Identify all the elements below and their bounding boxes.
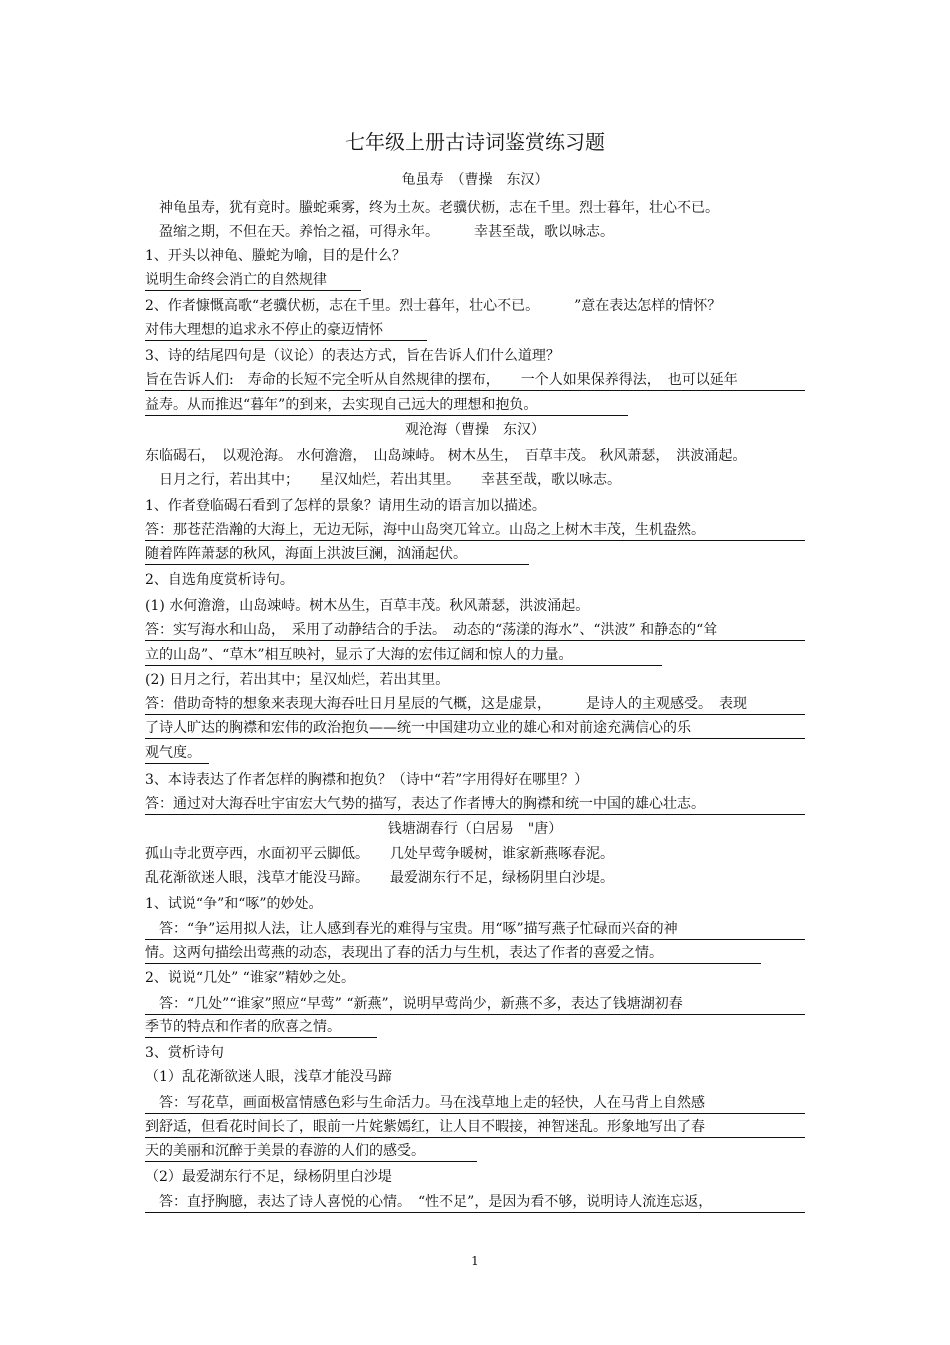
answer-line: 答：“几处”“谁家”照应“早莺” “新燕”，说明早莺尚少，新燕不多，表达了钱塘湖初春 <box>145 994 805 1015</box>
answer-line: 答：那苍茫浩瀚的大海上，无边无际，海中山岛突兀耸立。山岛之上树木丰茂，生机盎然。 <box>145 520 805 541</box>
poem-title-qiantanghu: 钱塘湖春行（白居易 "唐） <box>387 821 563 837</box>
sub-question: (1) 水何澹澹，山岛竦峙。树木丛生，百草丰茂。秋风萧瑟，洪波涌起。 <box>145 598 590 614</box>
answer-line: 情。这两句描绘出莺燕的动态，表现出了春的活力与生机，表达了作者的喜爱之情。 <box>145 943 761 964</box>
answer-line: 立的山岛”、“草木”相互映衬，显示了大海的宏伟辽阔和惊人的力量。 <box>145 645 662 666</box>
poem-line: 日月之行，若出其中； 星汉灿烂，若出其里。 幸甚至哉，歌以咏志。 <box>145 472 621 488</box>
answer-line: 对伟大理想的追求永不停止的豪迈情怀 <box>145 320 427 341</box>
sub-question: （1）乱花渐欲迷人眼，浅草才能没马蹄 <box>145 1069 392 1085</box>
question: 3、本诗表达了作者怎样的胸襟和抱负？（诗中“若”字用得好在哪里？） <box>145 772 589 788</box>
answer-line: 旨在告诉人们: 寿命的长短不完全听从自然规律的摆布， 一个人如果保养得法， 也可以延年 <box>145 370 805 391</box>
answer-line: 答：借助奇特的想象来表现大海吞吐日月星辰的气概，这是虚景， 是诗人的主观感受。 表现 <box>145 694 805 715</box>
answer-line: 了诗人旷达的胸襟和宏伟的政治抱负——统一中国建功立业的雄心和对前途充满信心的乐 <box>145 718 805 739</box>
answer-line: 答：通过对大海吞吐宇宙宏大气势的描写，表达了作者博大的胸襟和统一中国的雄心壮志。 <box>145 794 805 815</box>
answer-line: 观气度。 <box>145 743 209 764</box>
page-number: 1 <box>471 1254 479 1268</box>
sub-question: （2）最爱湖东行不足，绿杨阴里白沙堤 <box>145 1169 392 1185</box>
answer-line: 答：直抒胸臆，表达了诗人喜悦的心情。 “性不足”，是因为看不够，说明诗人流连忘返， <box>145 1192 805 1213</box>
poem-line: 孤山寺北贾亭西，水面初平云脚低。 几处早莺争暖树，谁家新燕啄春泥。 <box>145 846 614 862</box>
answer-line: 答：写花草，画面极富情感色彩与生命活力。马在浅草地上走的轻快，人在马背上自然感 <box>145 1093 805 1114</box>
answer-line: 益寿。从而推迟“暮年”的到来，去实现自己远大的理想和抱负。 <box>145 395 628 416</box>
question: 2、说说“几处” “谁家”精妙之处。 <box>145 970 355 986</box>
answer-line: 到舒适，但看花时间长了，眼前一片姹紫嫣红，让人目不暇接，神智迷乱。形象地写出了春 <box>145 1117 805 1138</box>
poem-line: 乱花渐欲迷人眼，浅草才能没马蹄。 最爱湖东行不足，绿杨阴里白沙堤。 <box>145 870 614 886</box>
poem-title-guancanghai: 观沧海（曹操 东汉） <box>405 422 545 438</box>
document-title: 七年级上册古诗词鉴赏练习题 <box>345 130 605 154</box>
poem-title-guisuishou: 龟虽寿 （曹操 东汉） <box>401 172 549 188</box>
question: 1、作者登临碣石看到了怎样的景象？请用生动的语言加以描述。 <box>145 498 546 514</box>
answer-line: 季节的特点和作者的欣喜之情。 <box>145 1017 377 1038</box>
question: 1、试说“争”和“啄”的妙处。 <box>145 896 323 912</box>
poem-line: 神龟虽寿，犹有竟时。螣蛇乘雾，终为土灰。老骥伏枥，志在千里。烈士暮年，壮心不已。 <box>145 200 719 216</box>
question: 3、诗的结尾四句是（议论）的表达方式，旨在告诉人们什么道理？ <box>145 348 560 364</box>
question: 1、开头以神龟、螣蛇为喻，目的是什么？ <box>145 248 406 264</box>
answer-line: 天的美丽和沉醉于美景的春游的人们的感受。 <box>145 1141 477 1162</box>
poem-line: 盈缩之期，不但在天。养怡之福，可得永年。 幸甚至哉，歌以咏志。 <box>145 224 614 240</box>
answer-line: 答：“争”运用拟人法，让人感到春光的难得与宝贵。用“啄”描写燕子忙碌而兴奋的神 <box>145 919 805 940</box>
question: 2、自选角度赏析诗句。 <box>145 572 294 588</box>
question: 2、作者慷慨高歌“老骥伏枥，志在千里。烈士暮年，壮心不已。 ”意在表达怎样的情怀？ <box>145 298 722 314</box>
answer-line: 说明生命终会消亡的自然规律 <box>145 270 361 291</box>
answer-line: 答：实写海水和山岛， 采用了动静结合的手法。 动态的“荡漾的海水”、“洪波” 和静态的“耸 <box>145 620 805 641</box>
sub-question: (2) 日月之行，若出其中；星汉灿烂，若出其里。 <box>145 672 450 688</box>
answer-line: 随着阵阵萧瑟的秋风，海面上洪波巨澜，汹涌起伏。 <box>145 544 529 565</box>
question: 3、赏析诗句 <box>145 1045 224 1061</box>
poem-line: 东临碣石， 以观沧海。 水何澹澹， 山岛竦峙。 树木丛生， 百草丰茂。 秋风萧瑟， 洪波涌起。 <box>145 448 747 464</box>
